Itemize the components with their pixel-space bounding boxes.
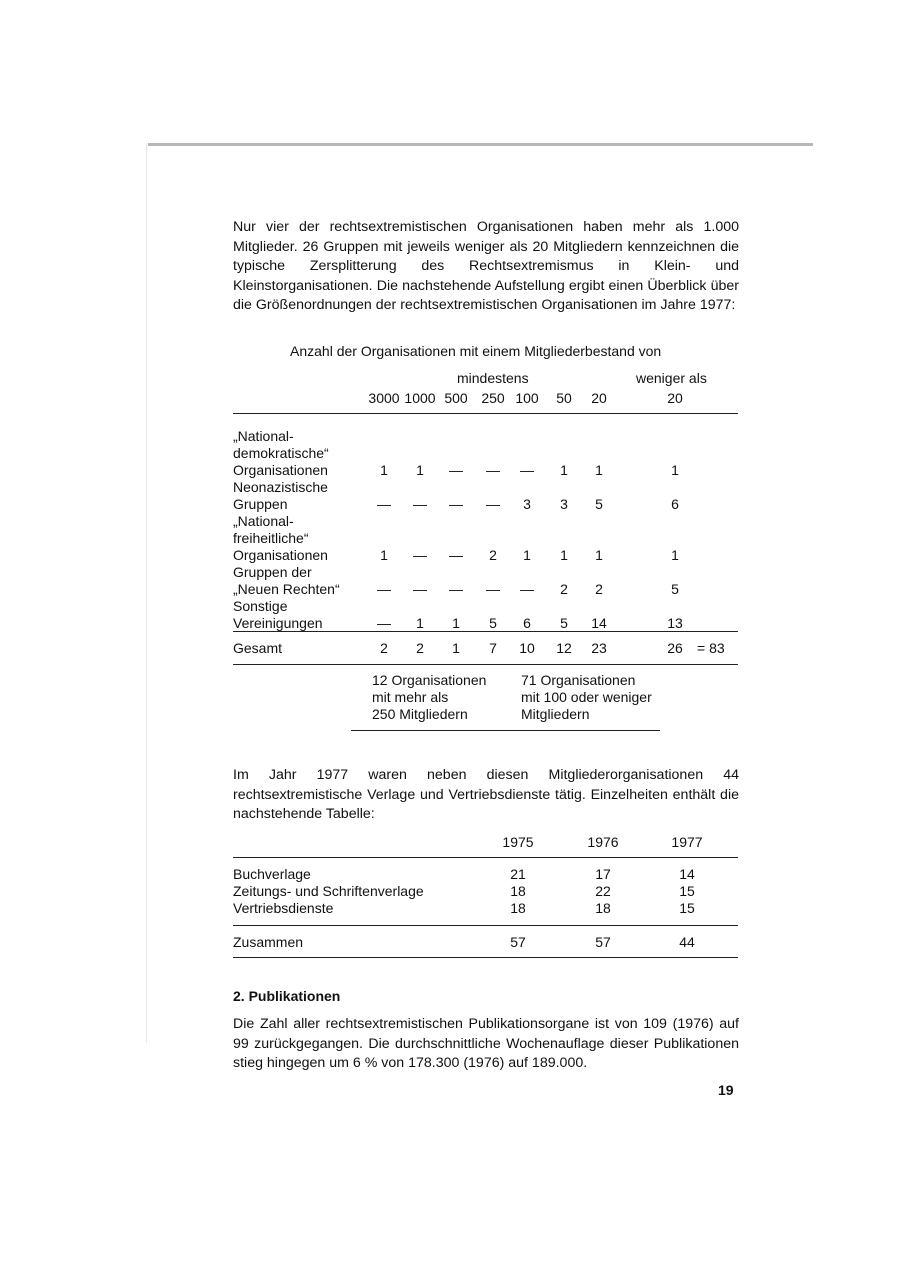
group-header-less-than: weniger als: [636, 370, 707, 386]
table1-bottom-rule: [233, 664, 738, 665]
table1-cell: 5: [671, 581, 679, 597]
table1-cell: —: [449, 547, 463, 563]
table1-cell: —: [520, 462, 534, 478]
table1-cell: 13: [667, 615, 683, 631]
table2-total-label: Zusammen: [233, 934, 304, 950]
year-header: 1977: [671, 834, 703, 850]
row-label: Organisationen: [233, 462, 328, 478]
table2-total-cell: 57: [595, 934, 611, 950]
table1-total-cell: 23: [591, 640, 607, 656]
table1-cell: —: [377, 496, 391, 512]
table1-cell: 1: [416, 462, 424, 478]
row-label: Neonazistische: [233, 479, 328, 495]
table2-total-cell: 44: [679, 934, 695, 950]
table1-total-cell: 26: [667, 640, 683, 656]
summary-right: 71 Organisationen mit 100 oder weniger Mitgliedern: [521, 672, 652, 722]
table1-cell: 1: [560, 462, 568, 478]
table1-cell: 5: [595, 496, 603, 512]
table2-cell: 21: [510, 866, 526, 882]
table1-cell: —: [486, 581, 500, 597]
table1-cell: 5: [560, 615, 568, 631]
table1-cell: 1: [452, 615, 460, 631]
total-label: Gesamt: [233, 640, 283, 656]
table1-cell: 6: [671, 496, 679, 512]
table1-cell: —: [377, 581, 391, 597]
column-header: 100: [515, 390, 539, 406]
page-number: 19: [718, 1082, 734, 1098]
table2-total-cell: 57: [510, 934, 526, 950]
table1-header-rule: [233, 413, 738, 414]
table1-cell: —: [413, 581, 427, 597]
group-header-at-least: mindestens: [457, 370, 529, 386]
table1-total-cell: 2: [416, 640, 424, 656]
table1-cell: 2: [560, 581, 568, 597]
table2-row-label: Vertriebsdienste: [233, 900, 334, 916]
table2-total-rule: [233, 925, 738, 926]
row-label: Sonstige: [233, 598, 288, 614]
column-header: 1000: [404, 390, 436, 406]
table1-caption: Anzahl der Organisationen mit einem Mitgliederbestand von: [290, 343, 662, 359]
table1-cell: —: [449, 496, 463, 512]
paragraph-publishers: Im Jahr 1977 waren neben diesen Mitgliederorganisationen 44 rechtsextremistische Verlage und Vertriebsdienste tätig. Einzelheiten enthält die nachstehende Tabelle:: [233, 767, 739, 823]
grand-total: = 83: [697, 640, 725, 656]
table1-cell: 1: [560, 547, 568, 563]
row-label: freiheitliche“: [233, 530, 309, 546]
table1-cell: —: [486, 496, 500, 512]
section-heading: 2. Publikationen: [233, 988, 341, 1004]
row-label: „National-: [233, 513, 294, 529]
table1-cell: 5: [489, 615, 497, 631]
table1-cell: —: [413, 547, 427, 563]
table1-cell: 1: [595, 462, 603, 478]
table1-cell: —: [449, 462, 463, 478]
table1-total-rule: [233, 631, 738, 632]
table1-cell: —: [486, 462, 500, 478]
table1-total-cell: 1: [452, 640, 460, 656]
row-label: „Neuen Rechten“: [233, 581, 340, 597]
table2-row-label: Zeitungs- und Schriftenverlage: [233, 883, 424, 899]
paragraph-publications: Die Zahl aller rechtsextremistischen Publikationsorgane ist von 109 (1976) auf 99 zurückgegangen. Die durchschnittliche Wochenauflage dieser Publikationen stieg hingegen um 6 % von 178.300 (1976) auf 189.000.: [233, 1016, 739, 1072]
year-header: 1976: [587, 834, 619, 850]
row-label: Vereinigungen: [233, 615, 323, 631]
table2-cell: 15: [679, 900, 695, 916]
table2-cell: 18: [595, 900, 611, 916]
table1-cell: 2: [489, 547, 497, 563]
table1-total-cell: 7: [489, 640, 497, 656]
table2-cell: 17: [595, 866, 611, 882]
table2-row-label: Buchverlage: [233, 866, 311, 882]
row-label: Gruppen der: [233, 564, 312, 580]
table2-bottom-rule: [233, 957, 738, 958]
column-header: 3000: [368, 390, 400, 406]
table1-cell: 6: [523, 615, 531, 631]
row-label: „National-: [233, 428, 294, 444]
table1-cell: —: [377, 615, 391, 631]
table1-total-cell: 2: [380, 640, 388, 656]
column-header: 250: [481, 390, 505, 406]
table2-header-rule: [233, 857, 738, 858]
intro-paragraph: Nur vier der rechtsextremistischen Organisationen haben mehr als 1.000 Mitglieder. 26 Gruppen mit jeweils weniger als 20 Mitgliedern kennzeichnen die typische Zersplitterung des Rechtsextremismus in Klein- und Kleinstorganisationen. Die nachstehende Aufstellung ergibt einen Überblick über die Größenordnungen der rechtsextremistischen Organisationen im Jahre 1977:: [233, 219, 739, 314]
scan-edge-top: [148, 143, 813, 146]
table1-cell: 1: [380, 547, 388, 563]
table2-cell: 18: [510, 900, 526, 916]
column-header: 500: [444, 390, 468, 406]
table1-cell: 1: [671, 462, 679, 478]
year-header: 1975: [502, 834, 534, 850]
table2-cell: 22: [595, 883, 611, 899]
column-header: 20: [591, 390, 607, 406]
table1-cell: 1: [523, 547, 531, 563]
table2-cell: 18: [510, 883, 526, 899]
column-header: 50: [556, 390, 572, 406]
table1-total-cell: 12: [556, 640, 572, 656]
table1-cell: 3: [560, 496, 568, 512]
table1-cell: 14: [591, 615, 607, 631]
table1-cell: —: [449, 581, 463, 597]
summary-left: 12 Organisationen mit mehr als 250 Mitgliedern: [372, 672, 487, 722]
table1-total-cell: 10: [519, 640, 535, 656]
table1-cell: —: [413, 496, 427, 512]
table1-cell: 1: [380, 462, 388, 478]
table1-cell: 1: [416, 615, 424, 631]
table1-cell: —: [520, 581, 534, 597]
scan-edge-left: [146, 143, 147, 1043]
table2-cell: 14: [679, 866, 695, 882]
row-label: Organisationen: [233, 547, 328, 563]
column-header: 20: [667, 390, 683, 406]
table1-cell: 1: [671, 547, 679, 563]
summary-rule: [351, 730, 660, 731]
table1-cell: 3: [523, 496, 531, 512]
table2-cell: 15: [679, 883, 695, 899]
row-label: demokratische“: [233, 445, 329, 461]
row-label: Gruppen: [233, 496, 288, 512]
table1-cell: 1: [595, 547, 603, 563]
table1-cell: 2: [595, 581, 603, 597]
